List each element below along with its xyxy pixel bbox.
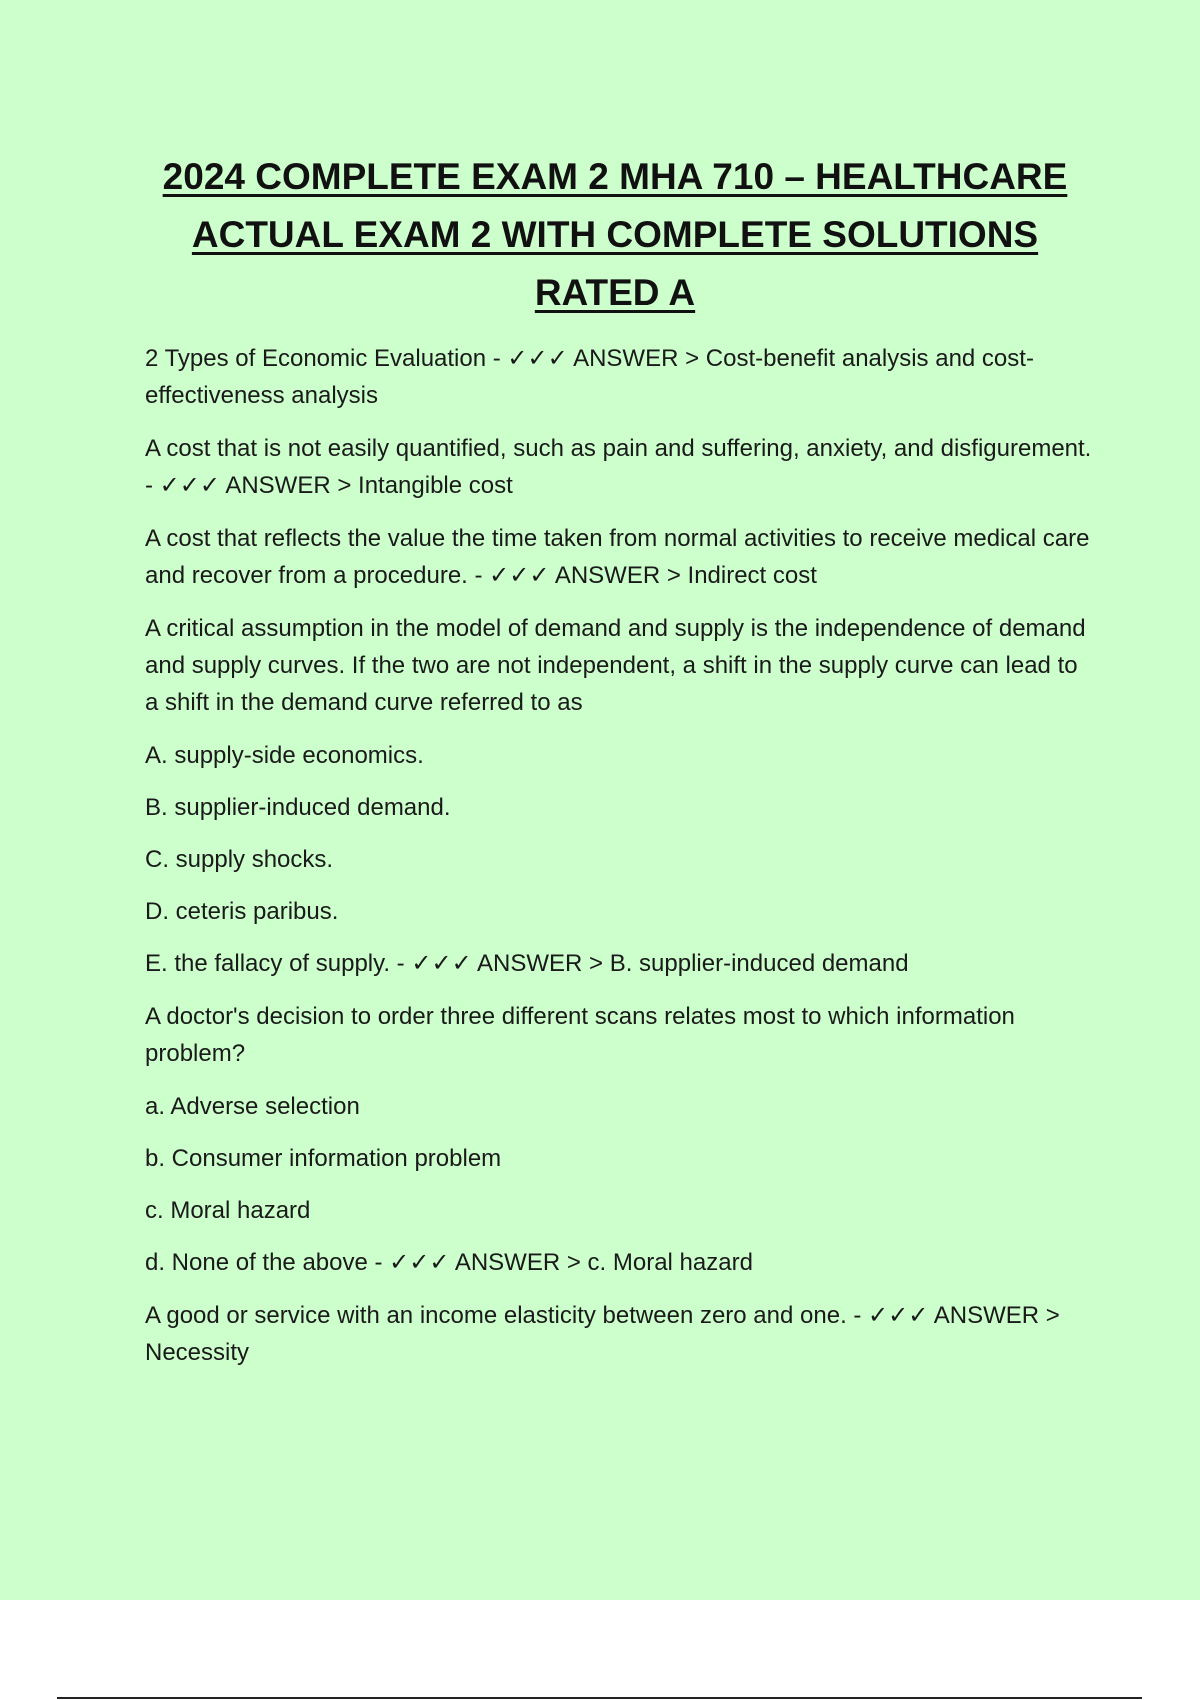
answer-option: A. supply-side economics. <box>145 742 424 769</box>
question-text: A doctor's decision to order three different scans relates most to which information problem? <box>145 1003 1015 1067</box>
title-line: ACTUAL EXAM 2 WITH COMPLETE SOLUTIONS <box>191 214 1039 255</box>
answer-option: b. Consumer information problem <box>145 1145 502 1172</box>
qa-item: A cost that is not easily quantified, such as pain and suffering, anxiety, and disfigurement. - ✓✓✓ ANSWER > Intangible cost <box>145 435 1092 499</box>
document-title <box>135 148 1095 322</box>
qa-item: 2 Types of Economic Evaluation - ✓✓✓ ANSWER > Cost-benefit analysis and cost-effectiveness analysis <box>145 345 1034 409</box>
qa-item: A cost that reflects the value the time taken from normal activities to receive medical care and recover from a procedure. - ✓✓✓ ANSWER > Indirect cost <box>145 525 1090 589</box>
answer-option: D. ceteris paribus. <box>145 898 339 925</box>
question-text: A critical assumption in the model of demand and supply is the independence of demand and supply curves. If the two are not independent, a shift in the supply curve can lead to a shift in the demand curve referred to as <box>145 615 1086 716</box>
answer-option: C. supply shocks. <box>145 846 334 873</box>
answer-option: c. Moral hazard <box>145 1197 311 1224</box>
title-line: RATED A <box>534 272 696 313</box>
qa-item: A good or service with an income elasticity between zero and one. - ✓✓✓ ANSWER > Necessity <box>145 1302 1060 1366</box>
document-body <box>145 340 1095 1387</box>
answer-option: d. None of the above - ✓✓✓ ANSWER > c. Moral hazard <box>145 1249 753 1276</box>
footer-divider <box>57 1697 1142 1699</box>
answer-option: a. Adverse selection <box>145 1093 360 1120</box>
answer-option: B. supplier-induced demand. <box>145 794 451 821</box>
title-line: 2024 COMPLETE EXAM 2 MHA 710 – HEALTHCARE <box>162 156 1068 197</box>
answer-option: E. the fallacy of supply. - ✓✓✓ ANSWER > B. supplier-induced demand <box>145 950 909 977</box>
